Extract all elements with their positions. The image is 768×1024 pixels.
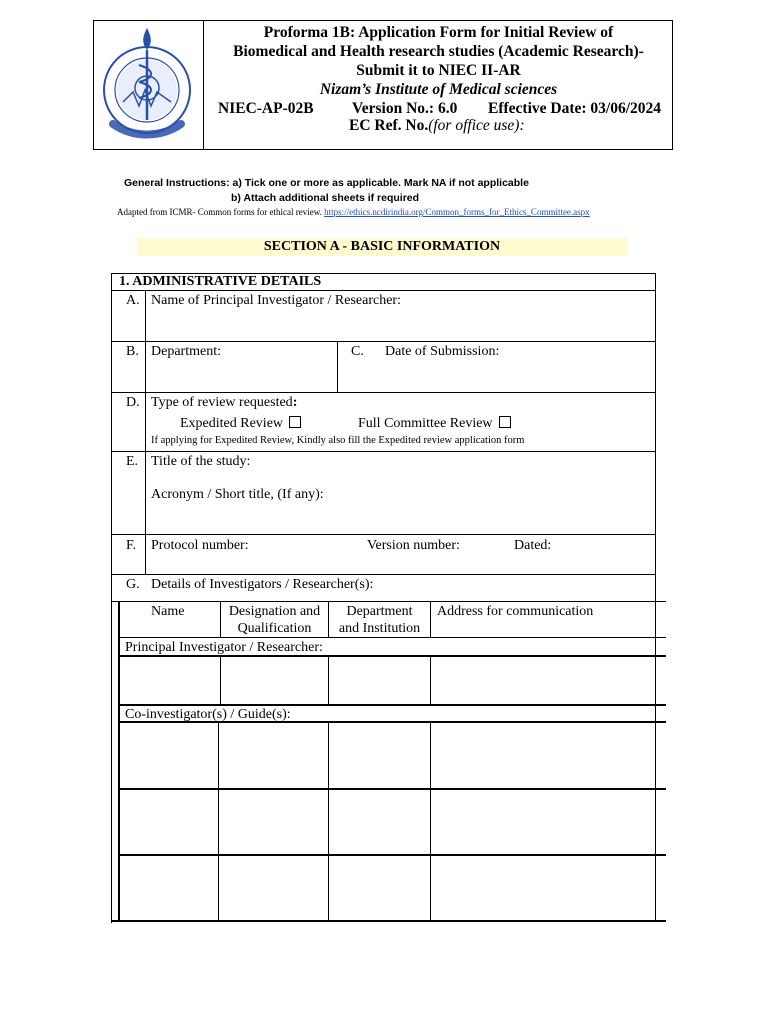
full-committee-label: Full Committee Review: [358, 416, 493, 431]
protocol-number-field: Protocol number:: [151, 538, 249, 553]
institute-name: Nizam’s Institute of Medical sciences: [319, 81, 558, 98]
doc-code: NIEC-AP-02B: [218, 100, 314, 117]
inv-table-top: [111, 601, 666, 602]
bc-divider: [337, 341, 338, 392]
row-b-label: B.: [126, 344, 139, 359]
col-divider: [328, 722, 329, 921]
col-header-designation-1: Designation and: [228, 604, 321, 619]
logo-cell: [93, 20, 204, 150]
department-field: Department:: [151, 344, 221, 359]
pi-subheading: Principal Investigator / Researcher:: [125, 640, 323, 655]
effective-date: Effective Date: 03/06/2024: [488, 100, 662, 117]
adapted-prefix: Adapted from ICMR- Common forms for ethical review.: [117, 207, 325, 217]
version-number-field: Version number:: [367, 538, 460, 553]
row-divider: [111, 451, 655, 452]
col-divider: [430, 656, 431, 705]
row-divider: [111, 341, 655, 342]
col-divider: [220, 656, 221, 705]
ec-ref: [349, 116, 525, 135]
col-header-designation-2: Qualification: [237, 621, 312, 636]
label-column-divider: [145, 290, 146, 574]
row-divider: [118, 637, 666, 638]
row-divider: [111, 290, 655, 291]
col-header-department-1: Department: [346, 604, 413, 619]
co-investigator-subheading: Co-investigator(s) / Guide(s):: [125, 707, 291, 722]
expedited-label: Expedited Review: [180, 416, 284, 431]
col-divider: [430, 601, 431, 637]
inv-table-right: [655, 601, 656, 922]
row-e-label: E.: [126, 454, 139, 469]
form-title-line3: Submit it to NIEC II-AR: [356, 62, 521, 79]
row-divider: [111, 574, 655, 575]
col-divider: [430, 722, 431, 921]
ec-ref-note: (for office use):: [428, 117, 525, 134]
col-divider: [218, 722, 219, 921]
instructions-line1: General Instructions: a) Tick one or more as applicable. Mark NA if not applicable: [124, 177, 529, 189]
row-divider: [118, 655, 666, 657]
row-divider: [111, 534, 655, 535]
expedited-checkbox[interactable]: [289, 416, 301, 428]
study-title-field: Title of the study:: [151, 454, 251, 469]
row-divider: [111, 392, 655, 393]
ec-ref-label: EC Ref. No.: [349, 117, 429, 134]
full-committee-checkbox[interactable]: [499, 416, 511, 428]
full-committee-option: [358, 415, 511, 432]
row-divider: [118, 788, 666, 790]
expedited-note: If applying for Expedited Review, Kindly also fill the Expedited review application form: [151, 435, 525, 446]
adapted-note: [117, 207, 590, 217]
table-left-border: [111, 273, 112, 923]
date-of-submission-field: Date of Submission:: [385, 344, 500, 359]
row-a-label: A.: [126, 293, 140, 308]
investigators-heading: Details of Investigators / Researcher(s):: [151, 577, 374, 592]
col-header-address: Address for communication: [437, 604, 594, 619]
col-header-name: Name: [151, 604, 185, 619]
row-d-label: D.: [126, 395, 140, 410]
row-f-label: F.: [126, 538, 137, 553]
row-g-label: G.: [126, 577, 140, 592]
form-title-line1: Proforma 1B: Application Form for Initial Review of: [263, 24, 614, 41]
col-header-department-2: and Institution: [338, 621, 421, 636]
admin-heading: 1. ADMINISTRATIVE DETAILS: [119, 274, 322, 289]
form-title-line2: Biomedical and Health research studies (Academic Research)-: [233, 43, 644, 60]
review-type-colon: :: [292, 395, 298, 410]
pi-name-field: Name of Principal Investigator / Researcher:: [151, 293, 401, 308]
row-c-label: C.: [351, 344, 364, 359]
instructions-line2: b) Attach additional sheets if required: [231, 192, 420, 204]
icmr-link[interactable]: https://ethics.ncdirindia.org/Common_forms_for_Ethics_Committee.aspx: [324, 207, 590, 217]
version-no: Version No.: 6.0: [352, 100, 458, 117]
review-type-label: [151, 394, 297, 411]
acronym-field: Acronym / Short title, (If any):: [151, 487, 324, 502]
row-divider: [118, 854, 666, 856]
review-type-text: Type of review requested: [151, 395, 293, 410]
dated-field: Dated:: [514, 538, 552, 553]
inv-table-left: [118, 601, 120, 922]
inv-table-bottom: [111, 920, 666, 922]
row-divider: [118, 721, 666, 723]
institute-logo: [93, 20, 201, 148]
table-right-border: [655, 273, 656, 601]
col-divider: [328, 656, 329, 705]
expedited-option: [180, 415, 301, 432]
section-title: SECTION A - BASIC INFORMATION: [263, 239, 501, 254]
